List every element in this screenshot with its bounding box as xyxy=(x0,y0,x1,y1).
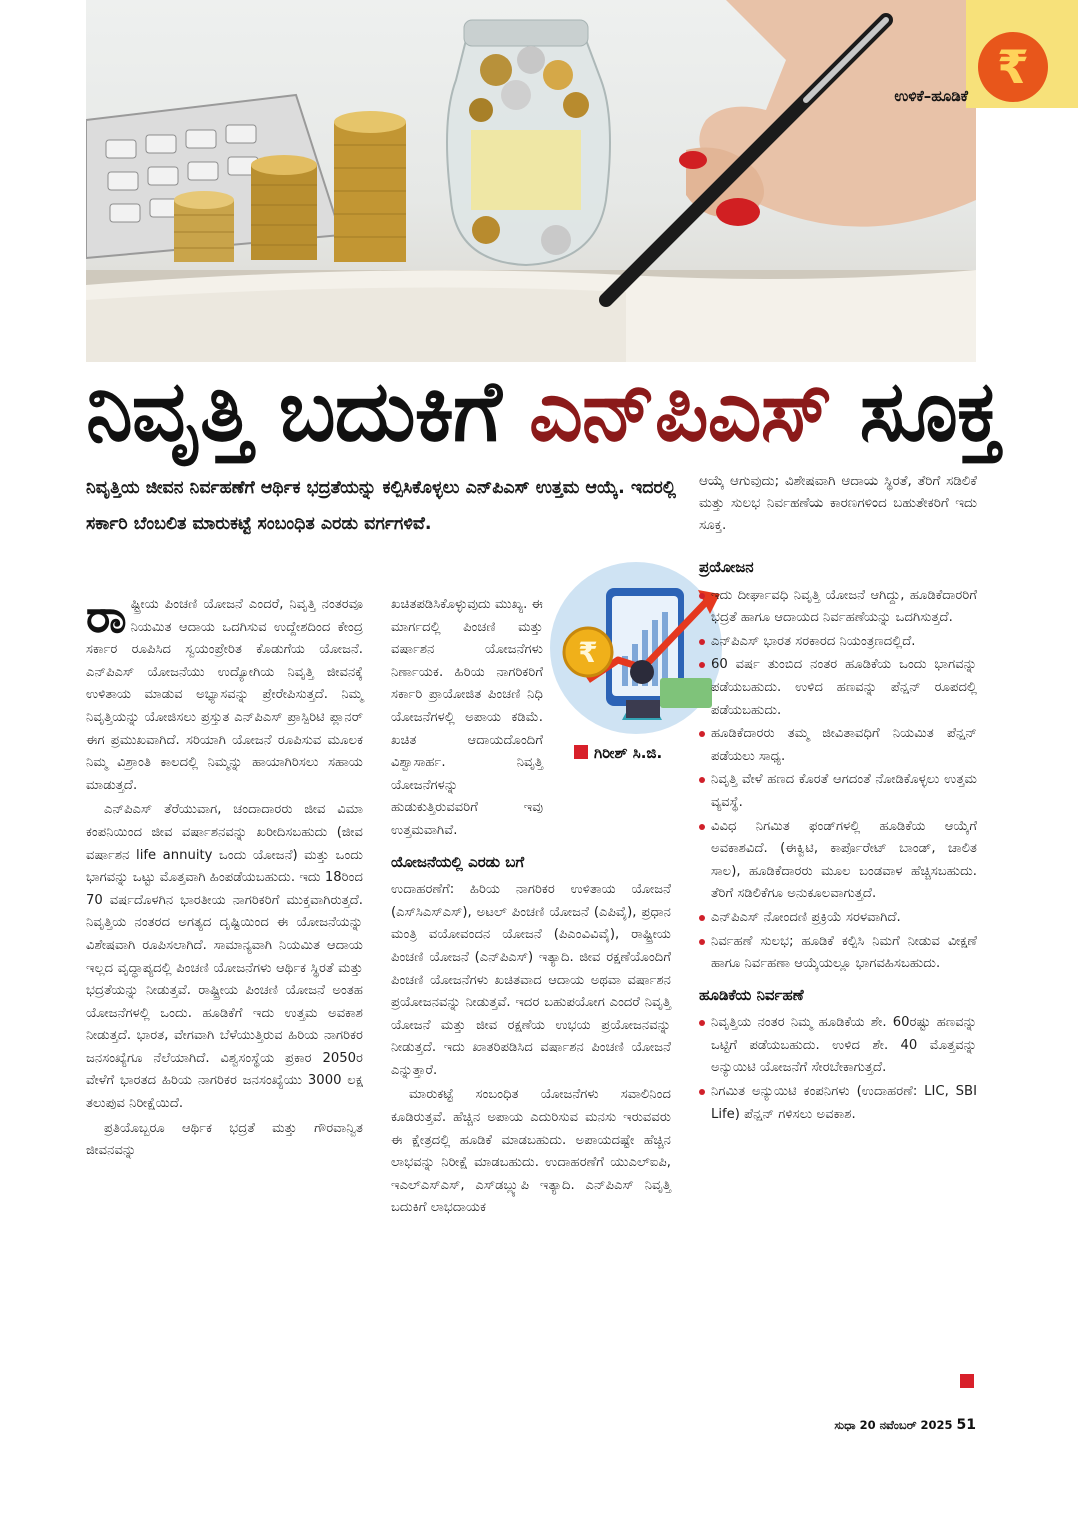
col1-paragraph-1 xyxy=(86,589,363,797)
benefits-heading: ಪ್ರಯೋಜನ xyxy=(699,558,754,576)
coin-jar xyxy=(447,20,610,265)
list-item: ನಿವೃತ್ತಿಯ ನಂತರ ನಿಮ್ಮ ಹೂಡಿಕೆಯ ಶೇ. 60ರಷ್ಟು ಹಣವನ್ನು ಒಟ್ಟಿಗೆ ಪಡೆಯಬಹುದು. ಉಳಿದ ಶೇ. 40 ಮೊತ್ತವನ್ನು ಅನ್ಯುಯಿಟಿ ಯೋಜನೆಗೆ ಸೇರಬೇಕಾಗುತ್ತದೆ. xyxy=(699,1012,977,1080)
col2-paragraph-2: ಉದಾಹರಣೆಗೆ: ಹಿರಿಯ ನಾಗರಿಕರ ಉಳಿತಾಯ ಯೋಜನೆ (ಎಸ್‌ಸಿಎಸ್‌ಎಸ್), ಅಟಲ್ ಪಿಂಚಣಿ ಯೋಜನೆ (ಎಪಿವೈ), ಪ್ರಧಾನ ಮಂತ್ರಿ ವಯೋವಂದನ ಯೋಜನೆ (ಪಿಎಂವಿವಿವೈ), ರಾಷ್ಟ್ರೀಯ ಪಿಂಚಣಿ ಯೋಜನೆ (ಎನ್‌ಪಿಎಸ್) ಇತ್ಯಾದಿ. ಜೀವ ರಕ್ಷಣೆಯೊಂದಿಗೆ ಪಿಂಚಣಿ ಯೋಜನೆಗಳು ಖಚಿತವಾದ ಆದಾಯ ಅಥವಾ ವರ್ಷಾಶನ ಪ್ರಯೋಜನವನ್ನು ನೀಡುತ್ತವೆ. ಇದರ ಬಹುಪಯೋಗ ಎಂದರೆ ನಿವೃತ್ತಿ ಯೋಜನೆ ಮತ್ತು ಜೀವ ರಕ್ಷಣೆಯ ಉಭಯ ಪ್ರಯೋಜನವನ್ನು ನೀಡುತ್ತದೆ. ಇದು ಖಾತರಿಪಡಿಸಿದ ವರ್ಷಾಶನ ಪಿಂಚಣಿ ಯೋಜನೆ ಎನ್ನುತ್ತಾರೆ. xyxy=(391,882,671,1078)
col2-paragraph-1: ಖಚಿತಪಡಿಸಿಕೊಳ್ಳುವುದು ಮುಖ್ಯ. ಈ ಮಾರ್ಗದಲ್ಲಿ ಪಿಂಚಣಿ ಮತ್ತು ವರ್ಷಾಶನ ಯೋಜನೆಗಳು ನಿರ್ಣಾಯಕ. ಹಿರಿಯ ನಾಗರಿಕರಿಗೆ ಸರ್ಕಾರಿ ಪ್ರಾಯೋಜಿತ ಪಿಂಚಣಿ ನಿಧಿ ಯೋಜನೆಗಳಲ್ಲಿ ಅಪಾಯ ಕಡಿಮೆ. ಖಚಿತ ಆದಾಯದೊಂದಿಗೆ ವಿಶ್ವಾಸಾರ್ಹ. ನಿವೃತ್ತಿ ಯೋಜನೆಗಳನ್ನು ಹುಡುಕುತ್ತಿರುವವರಿಗೆ ಇವು ಉತ್ತಮವಾಗಿವೆ. xyxy=(391,597,543,838)
intro-standfirst: ನಿವೃತ್ತಿಯ ಜೀವನ ನಿರ್ವಹಣೆಗೆ ಆರ್ಥಿಕ ಭದ್ರತೆಯನ್ನು ಕಲ್ಪಿಸಿಕೊಳ್ಳಲು ಎನ್‌ಪಿಎಸ್ ಉತ್ತಮ ಆಯ್ಕೆ. ಇದರಲ್ಲಿ ಸರ್ಕಾರಿ ಬೆಂಬಲಿತ ಮಾರುಕಟ್ಟೆ ಸಂಬಂಧಿತ ಎರಡು ವರ್ಗಗಳಿವೆ. xyxy=(86,478,676,534)
col1-paragraph-2: ಎನ್‌ಪಿಎಸ್ ತೆರೆಯುವಾಗ, ಚಂದಾದಾರರು ಜೀವ ವಿಮಾ ಕಂಪನಿಯಿಂದ ಜೀವ ವರ್ಷಾಶನವನ್ನು ಖರೀದಿಸಬಹುದು (ಜೀವ ವರ್ಷಾಶನ life annuity ಒಂದು ಯೋಜನೆ) ಮತ್ತು ಒಂದು ಭಾಗವನ್ನು ಒಟ್ಟು ಮೊತ್ತವಾಗಿ ಹಿಂಪಡೆಯಬಹುದು. ಇದು 18ರಿಂದ 70 ವರ್ಷದೊಳಗಿನ ಭಾರತೀಯ ನಾಗರಿಕರಿಗೆ ಮುಕ್ತವಾಗಿರುತ್ತದೆ. ನಿವೃತ್ತಿಯ ನಂತರದ ಅಗತ್ಯದ ದೃಷ್ಟಿಯಿಂದ ಈ ಯೋಜನೆಯನ್ನು ವಿಶೇಷವಾಗಿ ರೂಪಿಸಲಾಗಿದೆ. ಸಾಮಾನ್ಯವಾಗಿ ನಿಯಮಿತ ಆದಾಯ ಇಲ್ಲದ ವೃದ್ಧಾಪ್ಯದಲ್ಲಿ ಪಿಂಚಣಿ ಯೋಜನೆಗಳು ಆರ್ಥಿಕ ಸ್ಥಿರತೆ ಮತ್ತು ಭದ್ರತೆಯನ್ನು ನೀಡುತ್ತವೆ. ರಾಷ್ಟ್ರೀಯ ಪಿಂಚಣಿ ಯೋಜನೆ ಅಂತಹ ಯೋಜನೆಗಳಲ್ಲಿ ಒಂದು. ಹೂಡಿಕೆಗೆ ಇದು ಉತ್ತಮ ಅವಕಾಶ ನೀಡುತ್ತದೆ. ಭಾರತ, ವೇಗವಾಗಿ ಬೆಳೆಯುತ್ತಿರುವ ಹಿರಿಯ ನಾಗರಿಕರ ಜನಸಂಖ್ಯೆಗೂ ನೆಲೆಯಾಗಿದೆ. ವಿಶ್ವಸಂಸ್ಥೆಯ ಪ್ರಕಾರ 2050ರ ವೇಳೆಗೆ ಭಾರತದ ಹಿರಿಯ ನಾಗರಿಕರ ಜನಸಂಖ್ಯೆಯು 3000 ಲಕ್ಷ ತಲುಪುವ ನಿರೀಕ್ಷೆಯಿದೆ. xyxy=(86,802,363,1112)
hero-photo xyxy=(86,0,976,362)
benefits-list xyxy=(699,585,977,976)
page-footer xyxy=(770,1417,976,1439)
rupee-glyph: ₹ xyxy=(996,40,1029,94)
intro-side-text: ಆಯ್ಕೆ ಆಗುವುದು; ವಿಶೇಷವಾಗಿ ಆದಾಯ ಸ್ಥಿರತೆ, ತೆರಿಗೆ ಸಡಿಲಿಕೆ ಮತ್ತು ಸುಲಭ ನಿರ್ವಹಣೆಯ ಕಾರಣಗಳಿಂದ ಬಹುತೇಕರಿಗೆ ಇದು ಸೂಕ್ತ. xyxy=(699,473,977,533)
col1-paragraph-1-text: ಷ್ಟ್ರೀಯ ಪಿಂಚಣಿ ಯೋಜನೆ ಎಂದರೆ, ನಿವೃತ್ತಿ ನಂತರವೂ ನಿಯಮಿತ ಆದಾಯ ಒದಗಿಸುವ ಉದ್ದೇಶದಿಂದ ಕೇಂದ್ರ ಸರ್ಕಾರ ರೂಪಿಸಿದ ಸ್ವಯಂಪ್ರೇರಿತ ಕೊಡುಗೆಯ ಯೋಜನೆ. ಎನ್‌ಪಿಎಸ್ ಯೋಜನೆಯು ಉದ್ಯೋಗಿಯ ನಿವೃತ್ತಿ ಜೀವನಕ್ಕೆ ಉಳಿತಾಯ ಮಾಡುವ ಅಭ್ಯಾಸವನ್ನು ಪ್ರೇರೇಪಿಸುತ್ತದೆ. ನಿಮ್ಮ ನಿವೃತ್ತಿಯನ್ನು ಯೋಜಿಸಲು ಪ್ರಸ್ತುತ ಎನ್‌ಪಿಎಸ್ ಪ್ರಾಸ್ಪಿರಿಟಿ ಪ್ಲಾನರ್ ಈಗ ಪ್ರಮುಖವಾಗಿದೆ. ಸರಿಯಾಗಿ ಯೋಜನೆ ರೂಪಿಸುವ ಮೂಲಕ ನಿಮ್ಮ ವಿಶ್ರಾಂತಿ ಕಾಲದಲ್ಲಿ ನಿಮ್ಮನ್ನು ಹಾಯಾಗಿರಿಸಲು ಸಹಾಯ ಮಾಡುತ್ತದೆ. xyxy=(86,597,363,793)
author-name: ಗಿರೀಶ್ ಸಿ.ಜಿ. xyxy=(594,744,663,762)
headline-part-1: ನಿವೃತ್ತಿ ಬದುಕಿಗೆ xyxy=(86,362,529,460)
publication-date: ಸುಧಾ 20 ನವೆಂಬರ್ 2025 xyxy=(834,1418,953,1432)
col1-paragraph-3: ಪ್ರತಿಯೊಬ್ಬರೂ ಆರ್ಥಿಕ ಭದ್ರತೆ ಮತ್ತು ಗೌರವಾನ್ವಿತ ಜೀವನವನ್ನು xyxy=(86,1120,363,1159)
hero-illustration xyxy=(86,0,976,362)
article-column-1 xyxy=(86,589,363,1165)
list-item: ಎನ್‌ಪಿಎಸ್ ಭಾರತ ಸರಕಾರದ ನಿಯಂತ್ರಣದಲ್ಲಿದೆ. xyxy=(699,631,977,654)
headline-part-2: ಎನ್‌ಪಿಎಸ್ xyxy=(528,362,832,460)
management-list xyxy=(699,1012,977,1126)
list-item: ನಿಗಮಿತ ಅನ್ಯುಯಿಟಿ ಕಂಪನಿಗಳು (ಉದಾಹರಣೆ: LIC, SBI Life) ಪೆನ್ಷನ್ ಗಳಿಸಲು ಅವಕಾಶ. xyxy=(699,1081,977,1126)
hand-with-pen xyxy=(606,0,976,300)
list-item: ಇದು ದೀರ್ಘಾವಧಿ ನಿವೃತ್ತಿ ಯೋಜನೆ ಆಗಿದ್ದು, ಹೂಡಿಕೆದಾರರಿಗೆ ಭದ್ರತೆ ಹಾಗೂ ಆದಾಯದ ನಿರ್ವಹಣೆಯನ್ನು ಒದಗಿಸುತ್ತದೆ. xyxy=(699,585,977,630)
page-number: 51 xyxy=(956,1417,976,1433)
col2-paragraph-3: ಮಾರುಕಟ್ಟೆ ಸಂಬಂಧಿತ ಯೋಜನೆಗಳು ಸವಾಲಿನಿಂದ ಕೂಡಿರುತ್ತವೆ. ಹೆಚ್ಚಿನ ಅಪಾಯ ಎದುರಿಸುವ ಮನಸು ಇರುವವರು ಈ ಕ್ಷೇತ್ರದಲ್ಲಿ ಹೂಡಿಕೆ ಮಾಡಬಹುದು. ಅಪಾಯದಷ್ಟೇ ಹೆಚ್ಚಿನ ಲಾಭವನ್ನು ನಿರೀಕ್ಷೆ ಮಾಡಬಹುದು. ಉದಾಹರಣೆಗೆ ಯುಎಲ್‌ಐಪಿ, ಇಎಲ್‌ಎಸ್‌ಎಸ್, ಎಸ್‌ಡಬ್ಲ್ಯುಪಿ ಇತ್ಯಾದಿ. ಎನ್‌ಪಿಎಸ್ ನಿವೃತ್ತಿ ಬದುಕಿಗೆ ಲಾಭದಾಯಕ xyxy=(391,1087,671,1216)
list-item: ನಿವೃತ್ತಿ ವೇಳೆ ಹಣದ ಕೊರತೆ ಆಗದಂತೆ ನೋಡಿಕೊಳ್ಳಲು ಉತ್ತಮ ವ್ಯವಸ್ಥೆ. xyxy=(699,769,977,814)
rupee-icon xyxy=(978,32,1048,102)
management-heading: ಹೂಡಿಕೆಯ ನಿರ್ವಹಣೆ xyxy=(699,985,804,1004)
section-label: ಉಳಿಕೆ–ಹೂಡಿಕೆ xyxy=(894,87,968,105)
list-item: ನಿರ್ವಹಣೆ ಸುಲಭ; ಹೂಡಿಕೆ ಕಲ್ಪಿಸಿ ನಿಮಗೆ ನೀಡುವ ವೀಕ್ಷಣೆ ಹಾಗೂ ನಿರ್ವಹಣಾ ಆಯ್ಕೆಯಲ್ಲೂ ಭಾಗವಹಿಸಬಹುದು. xyxy=(699,931,977,976)
list-item: ವಿವಿಧ ನಿಗಮಿತ ಫಂಡ್‌ಗಳಲ್ಲಿ ಹೂಡಿಕೆಯ ಆಯ್ಕೆಗೆ ಅವಕಾಶವಿದೆ. (ಈಕ್ವಿಟಿ, ಕಾರ್ಪೊರೇಟ್ ಬಾಂಡ್, ಚಾಲಿತ ಸಾಲ), ಹೂಡಿಕೆದಾರರು ಮೂಲ ಬಂಡವಾಳ ಹೆಚ್ಚಿಸಬಹುದು. ತೆರಿಗೆ ಸಡಿಲಿಕೆಗೂ ಅನುಕೂಲವಾಗುತ್ತದೆ. xyxy=(699,816,977,906)
col2-subheading: ಯೋಜನೆಯಲ್ಲಿ ಎರಡು ಬಗೆ xyxy=(391,852,525,871)
svg-text:₹: ₹ xyxy=(578,636,598,669)
list-item: ಎನ್‌ಪಿಎಸ್ ನೋಂದಣಿ ಪ್ರಕ್ರಿಯೆ ಸರಳವಾಗಿದೆ. xyxy=(699,907,977,930)
list-item: 60 ವರ್ಷ ತುಂಬಿದ ನಂತರ ಹೂಡಿಕೆಯ ಒಂದು ಭಾಗವನ್ನು ಪಡೆಯಬಹುದು. ಉಳಿದ ಹಣವನ್ನು ಪೆನ್ಷನ್ ರೂಪದಲ್ಲಿ ಪಡೆಯಬಹುದು. xyxy=(699,654,977,722)
drop-cap: ರಾ xyxy=(86,589,127,643)
headline-part-3: ಸೂಕ್ತ xyxy=(831,362,1001,460)
article-column-3 xyxy=(699,548,977,1127)
headline xyxy=(86,355,1001,467)
end-of-article-marker xyxy=(960,1374,974,1388)
article-column-2 xyxy=(391,594,671,1222)
list-item: ಹೂಡಿಕೆದಾರರು ತಮ್ಮ ಜೀವಿತಾವಧಿಗೆ ನಿಯಮಿತ ಪೆನ್ಷನ್ ಪಡೆಯಲು ಸಾಧ್ಯ. xyxy=(699,723,977,768)
